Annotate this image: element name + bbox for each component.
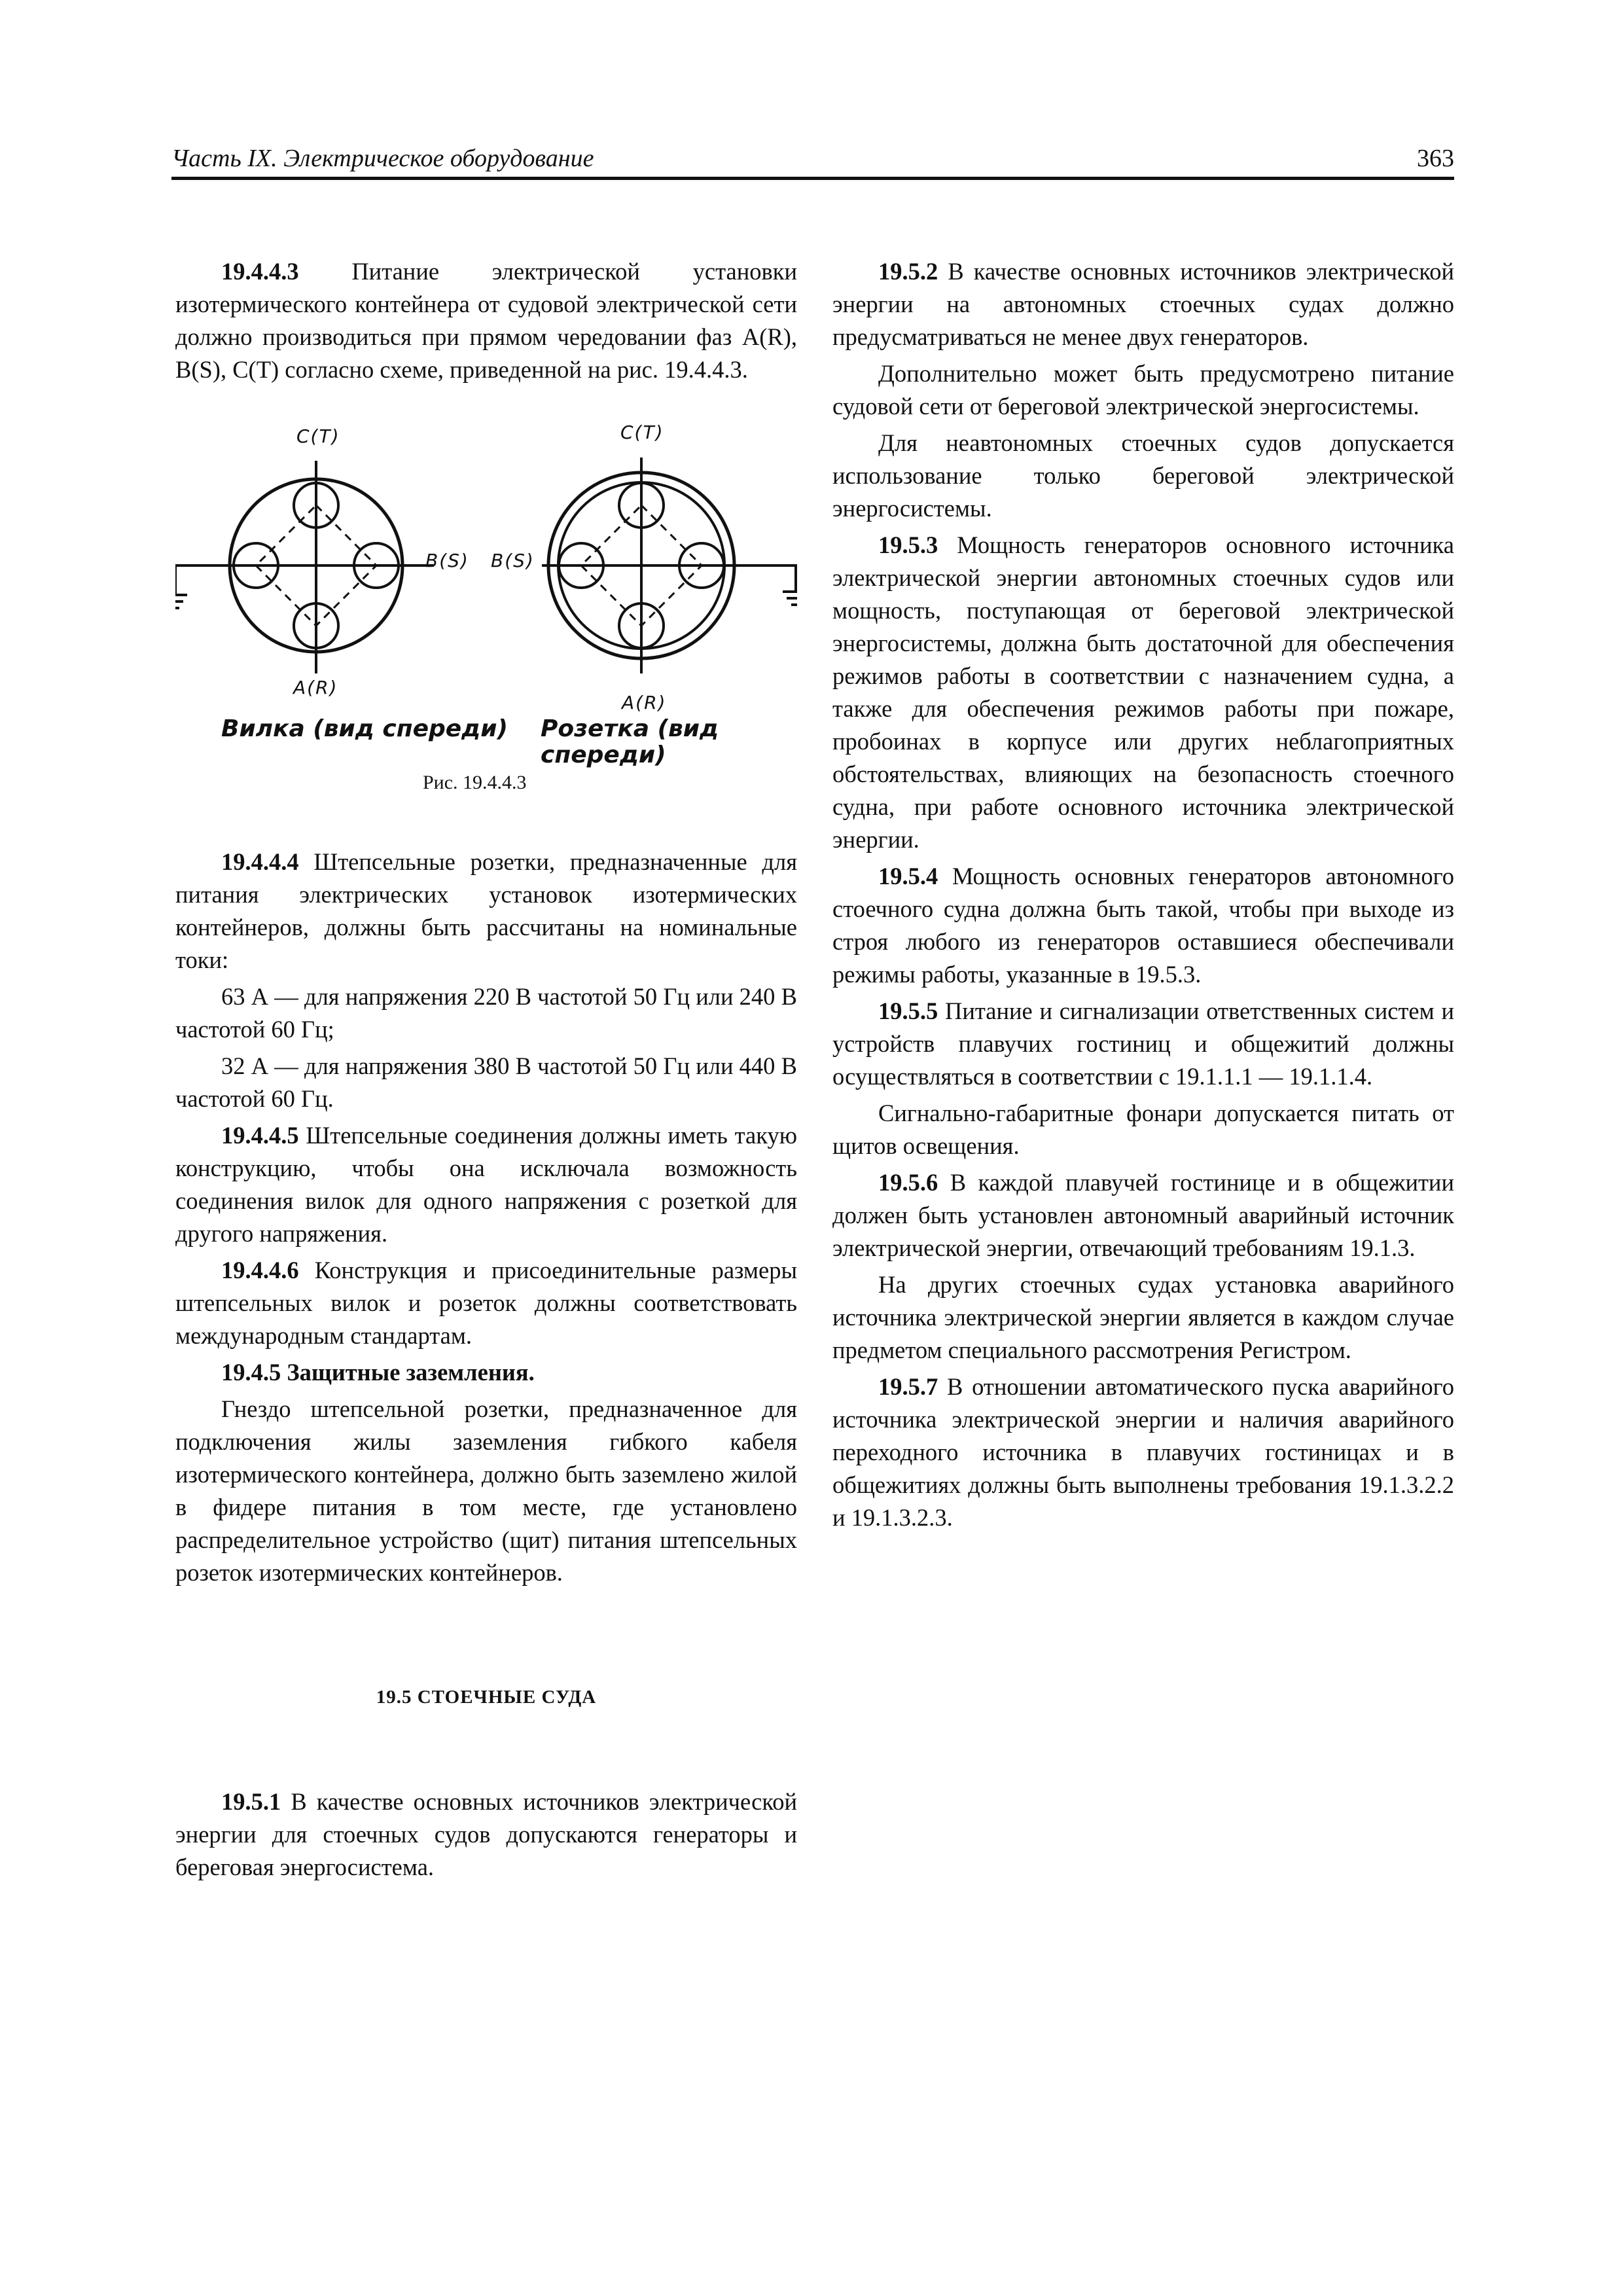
heading-19-4-5	[175, 1356, 797, 1389]
plug-label-b: B(S)	[425, 550, 469, 571]
paragraph-19-5-3	[832, 529, 1454, 856]
paragraph-19-5-5	[832, 995, 1454, 1093]
paragraph-19-5-2-additional: Дополнительно может быть предусмотрено питание судовой сети от береговой электрической энергосистемы.	[832, 360, 1454, 420]
socket-drawing	[542, 457, 797, 673]
clause-number: 19.4.4.5	[221, 1122, 299, 1149]
plug-caption: Вилка (вид спереди)	[221, 715, 508, 742]
rated-current-32a: 32 А — для напряжения 380 В частотой 50 Гц или 440 В частотой 60 Гц.	[175, 1052, 797, 1112]
clause-number: 19.5.4	[878, 863, 938, 889]
paragraph-text: Конструкция и присоединительные размеры штепсельных вилок и розеток должны соответствовать международным стандартам.	[175, 1257, 797, 1349]
paragraph-text: В каждой плавучей гостинице и в общежитии должен быть установлен автономный аварийный источник электрической энергии, отвечающий требованиям 19.1.3.	[832, 1169, 1454, 1261]
clause-number: 19.4.4.3	[221, 258, 299, 285]
plug-label-a: A(R)	[293, 677, 338, 698]
page-number: 363	[1417, 145, 1454, 172]
paragraph-text: В качестве основных источников электрической энергии для стоечных судов допускаются генераторы и береговая энергосистема.	[175, 1788, 797, 1880]
heading-text: 19.4.5 Защитные заземления.	[221, 1359, 535, 1386]
paragraph-19-5-7	[832, 1371, 1454, 1534]
figure-caption: Рис. 19.4.4.3	[423, 772, 527, 793]
clause-number: 19.4.4.4	[221, 848, 299, 875]
clause-number: 19.5.5	[878, 997, 938, 1024]
running-title: Часть IX. Электрическое оборудование	[171, 145, 594, 172]
socket-label-b: B(S)	[491, 550, 535, 571]
clause-number: 19.5.6	[878, 1169, 938, 1196]
paragraph-19-5-6	[832, 1166, 1454, 1265]
paragraph-text: Штепсельные розетки, предназначенные для питания электрических установок изотермических контейнеров, должны быть рассчитаны на номинальные токи:	[175, 848, 797, 973]
paragraph-19-5-4	[832, 860, 1454, 991]
paragraph-text: Мощность основных генераторов автономного стоечного судна должна быть такой, чтобы при выходе из строя любого из генераторов оставшиеся обеспечивали режимы работы, указанные в 19.5.3.	[832, 863, 1454, 988]
paragraph-19-5-1	[175, 1785, 797, 1884]
paragraph-19-4-4-3	[175, 255, 797, 386]
clause-number: 19.5.1	[221, 1788, 281, 1815]
running-header	[171, 143, 1454, 180]
paragraph-19-4-4-6	[175, 1254, 797, 1352]
clause-number: 19.5.3	[878, 531, 938, 558]
paragraph-text: В качестве основных источников электрической энергии на автономных стоечных судах должно предусматриваться не менее двух генераторов.	[832, 258, 1454, 350]
paragraph-19-4-5: Гнездо штепсельной розетки, предназначенное для подключения жилы заземления гибкого кабеля изотермического контейнера, должно быть заземлено жилой в фидере питания в том месте, где установлено распределительное устройство (щит) питания штепсельных розеток изотермических контейнеров.	[175, 1395, 797, 1586]
paragraph-text: Штепсельные соединения должны иметь такую конструкцию, чтобы она исключала возможность соединения вилок для одного напряжения с розеткой для другого напряжения.	[175, 1122, 797, 1247]
socket-caption: Розетка (вид спереди)	[541, 715, 719, 768]
paragraph-19-5-2-nonautonomous: Для неавтономных стоечных судов допускается использование только береговой электрической энергосистемы.	[832, 429, 1454, 522]
paragraph-text: В отношении автоматического пуска аварийного источника электрической энергии и наличия аварийного переходного источника в плавучих гостиницах и в общежитиях должны быть выполнены требования 19.1.3.2.2 и 19.1.3.2.3.	[832, 1373, 1454, 1531]
clause-number: 19.4.4.6	[221, 1257, 299, 1283]
paragraph-19-5-2	[832, 255, 1454, 353]
paragraph-text: Мощность генераторов основного источника электрической энергии автономных стоечных судов или мощность, поступающая от береговой электрической энергосистемы, должна быть достаточной для обеспечения режимов работы в соответствии с назначением судна, а также для обеспечения режимов работы при пожаре, пробоинах в корпусе или других неблагоприятных обстоятельствах, влияющих на безопасность стоечного судна, при работе основного источника электрической энергии.	[832, 531, 1454, 853]
paragraph-text: Питание и сигнализации ответственных систем и устройств плавучих гостиниц и общежитий должны осуществляться в соответствии с 19.1.1.1 — 19.1.1.4.	[832, 997, 1454, 1090]
right-column	[832, 255, 1454, 1538]
socket-label-c: C(T)	[620, 422, 664, 443]
paragraph-19-5-5-lights: Сигнально-габаритные фонари допускается питать от щитов освещения.	[832, 1100, 1454, 1159]
plug-drawing	[175, 461, 434, 673]
paragraph-text: Питание электрической установки изотермического контейнера от судовой электрической сети должно производиться при прямом чередовании фаз A(R), B(S), C(T) согласно схеме, приведенной на рис. 19.4.4.3.	[175, 258, 797, 383]
left-column	[175, 255, 797, 1888]
socket-label-a: A(R)	[622, 692, 667, 713]
paragraph-19-4-4-5	[175, 1119, 797, 1250]
figure-plug-socket	[175, 395, 797, 814]
rated-current-63a: 63 А — для напряжения 220 В частотой 50 Гц или 240 В частотой 60 Гц;	[175, 983, 797, 1043]
clause-number: 19.5.7	[878, 1373, 938, 1400]
paragraph-19-4-4-4	[175, 846, 797, 977]
paragraph-19-5-6-other-ships: На других стоечных судах установка аварийного источника электрической энергии является в каждом случае предметом специального рассмотрения Регистром.	[832, 1271, 1454, 1363]
section-title-19-5: 19.5 СТОЕЧНЫЕ СУДА	[376, 1687, 597, 1708]
plug-label-c: C(T)	[296, 425, 340, 447]
clause-number: 19.5.2	[878, 258, 938, 285]
